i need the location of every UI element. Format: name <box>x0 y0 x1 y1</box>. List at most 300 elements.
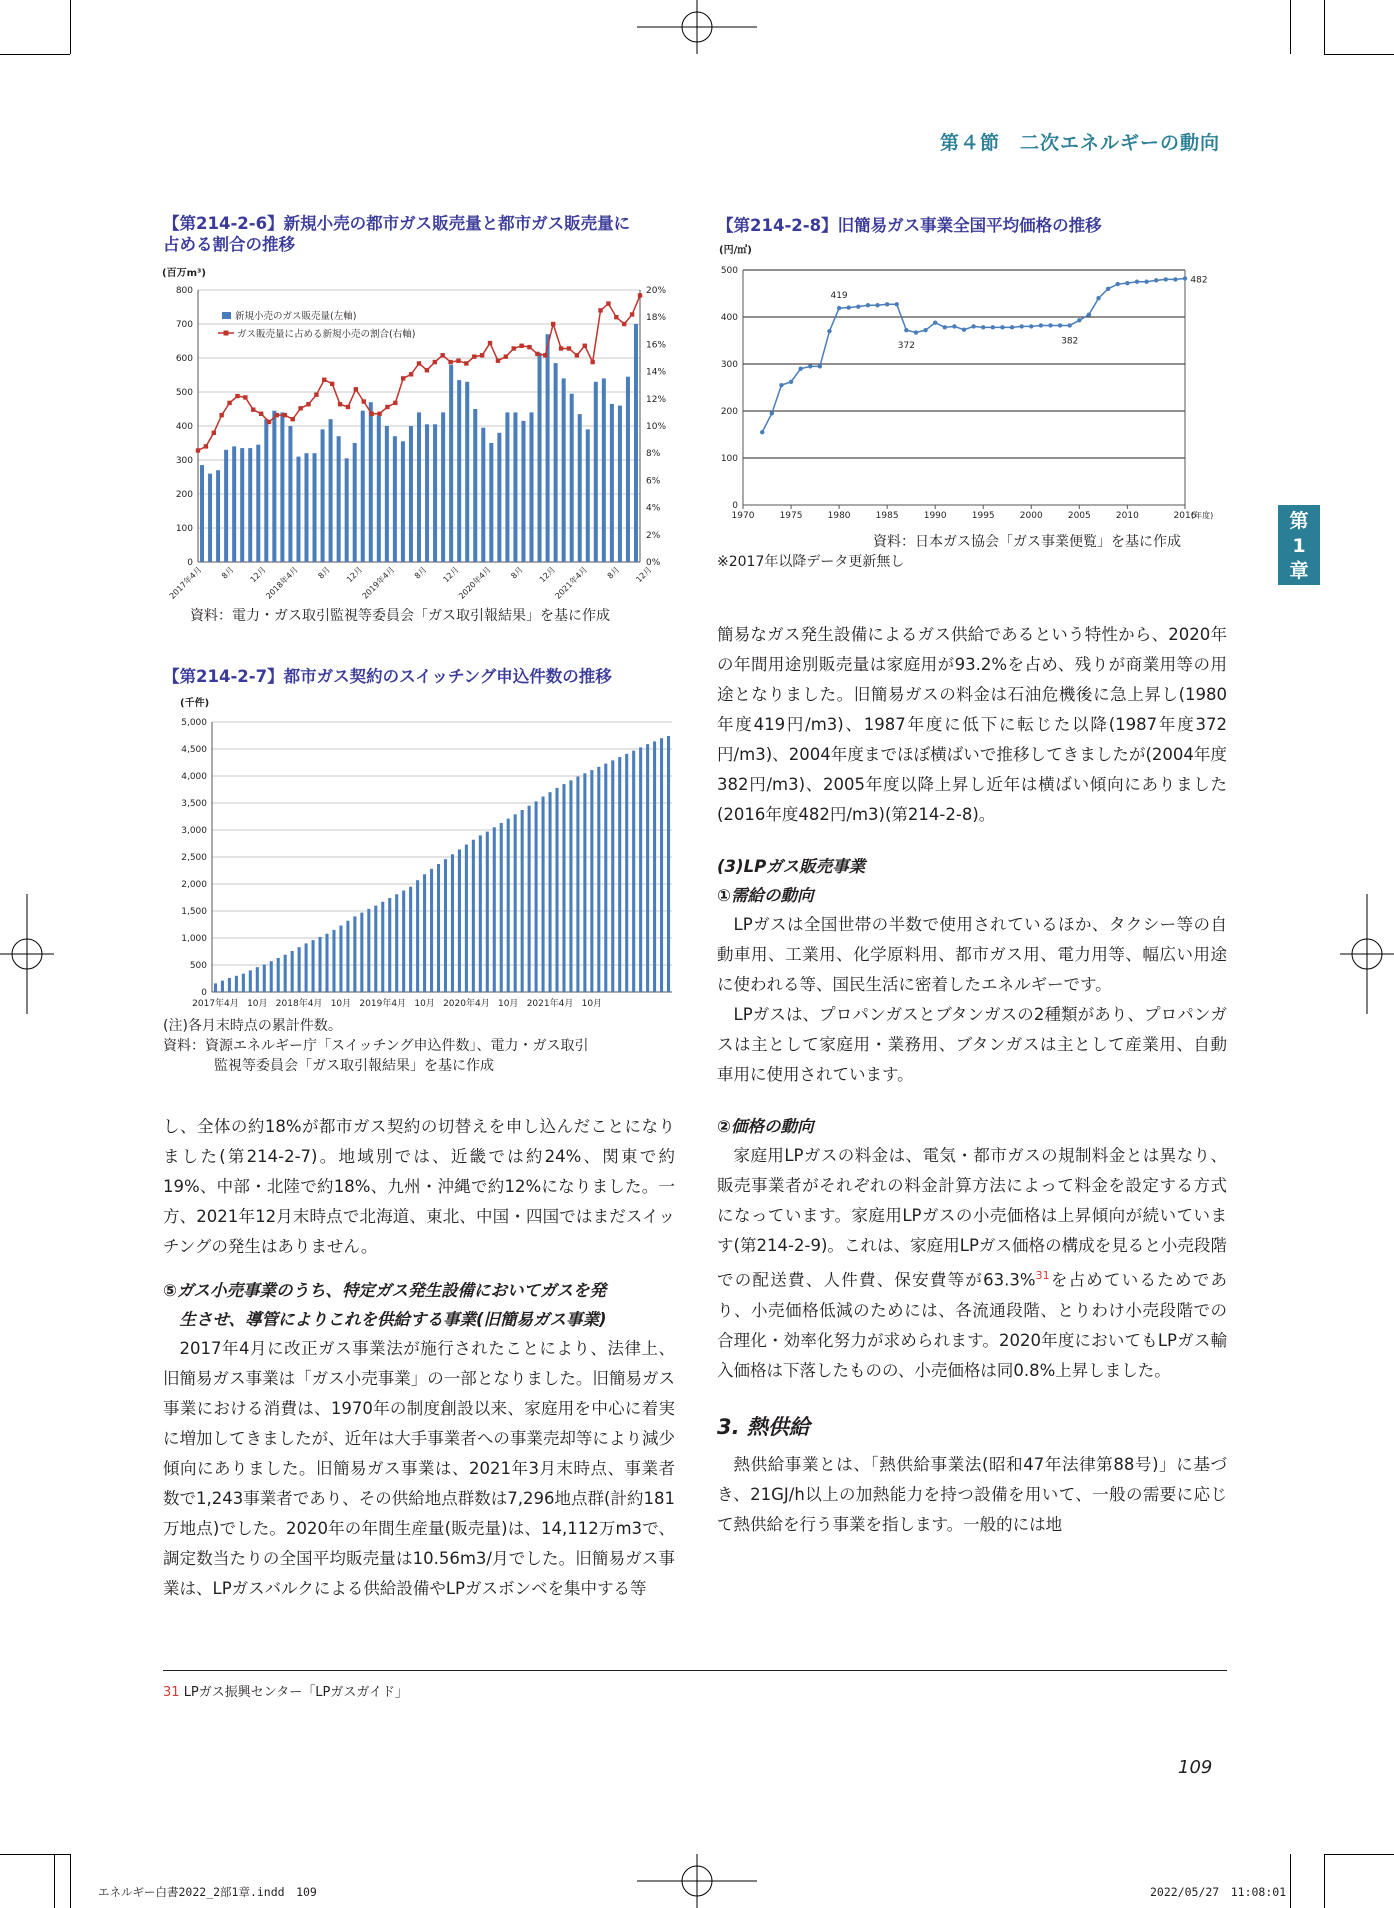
fig8-title: 【第214-2-8】旧簡易ガス事業全国平均価格の推移 <box>717 216 1102 235</box>
fig6-bar <box>554 363 558 562</box>
fig6-line-point <box>212 431 216 435</box>
fig6-bar <box>473 409 477 562</box>
fig6-line-point <box>488 341 492 345</box>
fig7-xtick: 2021年4月 <box>526 999 574 1009</box>
fig6-line-point <box>219 413 223 417</box>
fig6-line-point <box>614 315 618 319</box>
fig8-line-point <box>808 364 812 368</box>
fig6-y2tick: 10% <box>646 422 667 432</box>
fig6-line-point <box>377 412 381 416</box>
fig7-bar <box>263 964 266 992</box>
fig6-line-point <box>622 322 626 326</box>
fig7-bar <box>221 981 224 992</box>
fig8-line-point <box>885 302 889 306</box>
slug-date: 2022/05/27 11:08:01 <box>1150 1885 1287 1899</box>
fig8-line-point <box>827 329 831 333</box>
fig6-y2tick: 16% <box>646 340 667 351</box>
section-header: 第４節 二次エネルギーの動向 <box>940 132 1221 154</box>
fig7-bar <box>249 970 252 992</box>
fig6-bar <box>634 324 638 562</box>
footnote <box>163 1681 408 1700</box>
fig8-line-point <box>1154 278 1158 282</box>
fig6-line-point <box>425 368 429 372</box>
left-heading-line1: ⑤ガス小売事業のうち、特定ガス発生設備においてガスを発 <box>163 1281 606 1300</box>
fig7-bar <box>555 788 558 992</box>
fig8-line-point <box>1135 280 1139 284</box>
fig6-bar <box>578 414 582 562</box>
fig6-bar <box>200 465 204 562</box>
fig8-line-point <box>991 325 995 329</box>
fig6-line-point <box>259 412 263 416</box>
fig7-ytick: 0 <box>201 988 207 998</box>
fig7-bar <box>465 845 468 992</box>
fig6-bar <box>618 406 622 562</box>
chapter-tab-line1: 第 <box>1289 510 1309 532</box>
fig7-bar <box>318 937 321 992</box>
fig8-line-point <box>760 430 764 434</box>
fig7-bar <box>479 835 482 992</box>
fig7-ytick: 4,000 <box>181 772 207 782</box>
fig8-line-point <box>923 328 927 332</box>
fig6-y2tick: 0% <box>646 558 661 568</box>
fig6-line-point <box>369 412 373 416</box>
fig7-bar <box>339 926 342 992</box>
fig6-line-point <box>575 353 579 357</box>
fig6-line-point <box>401 376 405 380</box>
left-heading <box>163 1276 675 1334</box>
fig6-line-point <box>559 346 563 350</box>
fig7-bar <box>486 832 489 992</box>
fig6-bar <box>216 470 220 562</box>
fig6-line-point <box>551 322 555 326</box>
fig8-xtick: 2005 <box>1067 511 1091 521</box>
fig7-bar <box>381 902 384 992</box>
fig8-line-point <box>1039 323 1043 327</box>
fig7-bar <box>500 823 503 992</box>
fig8-line-point <box>1096 296 1100 300</box>
fig8-line-point <box>1183 276 1187 280</box>
fig7-bar <box>291 951 294 992</box>
fig6-bar <box>594 382 598 562</box>
fig7-ytick: 5,000 <box>181 718 207 728</box>
fig8-line-point <box>1106 287 1110 291</box>
fig7-xtick: 10月 <box>330 999 352 1009</box>
fig8-xtick: 1970 <box>731 511 755 521</box>
fig8-chart <box>715 240 1245 530</box>
fig8-line-point <box>962 327 966 331</box>
fig7-bar <box>325 934 328 992</box>
fig6-xtick: 12月 <box>344 565 365 585</box>
fig7-bar <box>653 741 656 992</box>
fig6-line-point <box>235 394 239 398</box>
fig7-bar <box>590 770 593 992</box>
fig8-line-point <box>1019 324 1023 328</box>
fig8-xlabel: (年度) <box>1191 511 1214 520</box>
fig8-line-point <box>779 383 783 387</box>
fig7-bar <box>409 887 412 992</box>
fig8-line-point <box>818 364 822 368</box>
fig6-line-point <box>243 395 247 399</box>
fig6-bar <box>280 412 284 562</box>
fig6-bar <box>385 426 389 562</box>
fig7-note: (注)各月末時点の累計件数。 <box>163 1018 342 1034</box>
fig6-line-point <box>527 345 531 349</box>
fig6-xtick: 12月 <box>537 565 558 585</box>
fig6-ytick: 400 <box>175 422 193 432</box>
fig8-line-point <box>1144 280 1148 284</box>
fig8-annotation: 419 <box>830 291 848 302</box>
fig6-bar <box>377 416 381 562</box>
fig6-bar <box>513 412 517 562</box>
fig7-xtick: 10月 <box>247 999 268 1009</box>
right-column <box>717 620 1227 1540</box>
fig6-bar <box>313 453 317 562</box>
fig6-xtick: 2017年4月 <box>167 565 204 601</box>
fig6-legend-bar-label: 新規小売のガス販売量(左軸) <box>235 311 357 322</box>
fig7-bar <box>660 738 663 992</box>
fig6-bar <box>321 429 325 562</box>
fig7-bar <box>542 797 545 992</box>
fig6-bar <box>562 378 566 562</box>
fig7-bar <box>535 801 538 992</box>
fig6-line-point <box>598 308 602 312</box>
fig6-bar <box>441 412 445 562</box>
fig7-bar <box>395 894 398 992</box>
fig7-bar <box>562 784 565 992</box>
fig7-ytick: 2,500 <box>181 853 207 863</box>
fig6-bar <box>401 441 405 562</box>
fig7-xtick: 10月 <box>497 999 519 1009</box>
fig6-line-point <box>346 405 350 409</box>
fig6-ytick: 100 <box>175 524 193 534</box>
fig6-ylabel: (百万m³) <box>162 268 206 279</box>
fig6-title-line1: 【第214-2-6】新規小売の都市ガス販売量と都市ガス販売量に <box>163 214 631 233</box>
footnote-rule <box>163 1670 1227 1671</box>
fig6-line-point <box>354 387 358 391</box>
right-para2: LPガスは全国世帯の半数で使用されているほか、タクシー等の自動車用、工業用、化学原料用、都市ガス用、電力用等、幅広い用途に使われる等、国民生活に密着したエネルギーです。 <box>717 915 1227 994</box>
fig6-bar <box>256 445 260 562</box>
fig7-ytick: 3,500 <box>181 799 207 809</box>
fig8-line-point <box>1067 323 1071 327</box>
fig7-bar <box>514 814 517 992</box>
fig6-bar <box>353 443 357 562</box>
fig6-bar <box>264 419 268 562</box>
fig6-line-point <box>267 420 271 424</box>
fig8-line-point <box>798 367 802 371</box>
fig8-xtick: 1980 <box>827 511 851 521</box>
fig7-bar <box>402 890 405 992</box>
fig6-y2tick: 20% <box>646 286 667 296</box>
fig7-bar <box>618 757 621 992</box>
fig6-y2tick: 14% <box>646 367 667 378</box>
fig6-bar <box>345 458 349 562</box>
fig8-ytick: 500 <box>720 266 738 276</box>
right-para5: 熱供給事業とは、「熱供給事業法(昭和47年法律第88号)」に基づき、21GJ/h以上の加熱能力を持つ設備を用いて、一般の需要に応じて熱供給を行う事業を指します。一般的には地 <box>717 1454 1227 1534</box>
fig6-line-point <box>433 360 437 364</box>
fig7-source-line2: 監視等委員会「ガス取引報結果」を基に作成 <box>214 1058 494 1074</box>
fig8-line-point <box>856 304 860 308</box>
fig7-bar <box>632 751 635 992</box>
fig6-y2tick: 8% <box>646 449 661 460</box>
fig7-bar <box>646 744 649 992</box>
fig6-bar <box>481 428 485 562</box>
fig6-line-point <box>464 361 468 365</box>
fig7-xtick: 2018年4月 <box>275 999 323 1009</box>
page-number: 109 <box>1178 1757 1213 1778</box>
fig6-y2tick: 4% <box>646 503 661 514</box>
fig7-bar <box>521 810 524 992</box>
fig7-bar <box>388 898 391 992</box>
fig6-line-point <box>440 353 444 357</box>
fig7-bar <box>611 760 614 992</box>
fig6-bar <box>208 474 212 562</box>
fig8-line-point <box>1087 312 1091 316</box>
fig8-annotation: 382 <box>1061 336 1079 347</box>
fig7-bar <box>353 916 356 992</box>
fig8-line-point <box>914 330 918 334</box>
fig6-bar <box>240 448 244 562</box>
fig6-line-point <box>322 378 326 382</box>
fig7-bar <box>298 947 301 992</box>
fig6-line-point <box>567 346 571 350</box>
fig7-bar <box>576 777 579 992</box>
fig7-title: 【第214-2-7】都市ガス契約のスイッチング申込件数の推移 <box>163 667 612 686</box>
left-column <box>163 1112 675 1604</box>
fig6-line-point <box>456 359 460 363</box>
fig8-line-point <box>952 324 956 328</box>
fig7-source-line1: 資料：資源エネルギー庁「スイッチング申込件数」、電力・ガス取引 <box>163 1038 589 1054</box>
fig6-bar <box>489 443 493 562</box>
fig6-ytick: 500 <box>175 388 193 398</box>
fig6-xtick: 12月 <box>634 565 654 585</box>
fig6-line-point <box>362 399 366 403</box>
fig7-bar <box>242 974 245 992</box>
fig7-ytick: 500 <box>189 961 207 971</box>
fig8-line-point <box>895 302 899 306</box>
fig6-line-point <box>590 360 594 364</box>
fig6-chart <box>160 262 680 602</box>
fig6-bar <box>361 411 365 562</box>
fig7-bar <box>305 943 308 992</box>
fig6-line-point <box>338 402 342 406</box>
fig8-line-point <box>1010 325 1014 329</box>
fig8-line-point <box>846 305 850 309</box>
fig6-bar <box>546 334 550 562</box>
right-para4b: を占めているためであり、小売価格低減のためには、各流通段階、とりわけ小売段階での合理化・効率化努力が求められます。2020年度においてもLPガス輸入価格は下落したものの、小売価格は同0.8%上昇しました。 <box>717 1270 1228 1380</box>
fig7-bar <box>270 961 273 992</box>
fig7-xtick: 2020年4月 <box>443 999 490 1009</box>
lp-heading: (3)LPガス販売事業 <box>717 857 866 876</box>
fig6-line-point <box>298 406 302 410</box>
fig6-xtick: 12月 <box>248 565 268 585</box>
fig8-line-point <box>1058 323 1062 327</box>
fig7-bar <box>444 859 447 992</box>
fig6-bar <box>626 377 630 562</box>
right-para4a: 家庭用LPガスの料金は、電気・都市ガスの規制料金とは異なり、販売事業者がそれぞれの料金計算方法によって料金を設定する方式になっています。家庭用LPガスの小売価格は上昇傾向が続いています(第214-2-9)。これは、家庭用LPガス価格の構成を見ると小売段階での配送費、人件費、保安費等が63.3% <box>717 1146 1227 1290</box>
fig6-xtick: 2019年4月 <box>360 565 397 601</box>
fig6-bar <box>304 453 308 562</box>
fig8-xtick: 2000 <box>1019 511 1043 521</box>
fig7-ytick: 3,000 <box>181 826 207 836</box>
fig8-line-point <box>866 303 870 307</box>
fig7-ytick: 1,500 <box>181 907 207 917</box>
fig6-xtick: 8月 <box>509 565 525 581</box>
fig8-source: 資料：日本ガス協会「ガス事業便覧」を基に作成 <box>873 534 1181 550</box>
fig6-bar <box>288 426 292 562</box>
fig8-line-point <box>1048 323 1052 327</box>
fig8-xtick: 2010 <box>1115 511 1139 521</box>
fig6-ytick: 700 <box>175 320 193 330</box>
fig8-ytick: 400 <box>720 313 738 323</box>
fig7-bar <box>284 955 287 992</box>
fig7-bar <box>332 930 335 992</box>
fig6-bar <box>497 433 501 562</box>
fig7-ytick: 2,000 <box>181 880 207 890</box>
fig7-bar <box>235 976 238 992</box>
fig6-bar <box>570 394 574 562</box>
fig6-bar <box>602 378 606 562</box>
fig8-line-point <box>837 306 841 310</box>
fig6-bar <box>425 424 429 562</box>
fig7-bar <box>416 880 419 992</box>
fig6-line-point <box>393 401 397 405</box>
fig7-bar <box>430 869 433 992</box>
fig7-chart <box>160 692 680 1014</box>
left-para2: 2017年4月に改正ガス事業法が施行されたことにより、法律上、旧簡易ガス事業は「ガス小売事業」の一部となりました。旧簡易ガス事業における消費は、1970年の制度創設以来、家庭用を中心に着実に増加してきましたが、近年は大手事業者への事業売却等により減少傾向にありました。旧簡易ガス事業は、2021年3月末時点、事業者数で1,243事業者であり、その供給地点群数は7,296地点群(計約181万地点)でした。2020年の年間生産量(販売量)は、14,112万m3で、調定数当たりの全国平均販売量は10.56m3/月でした。旧簡易ガス事業は、LPガスバルクによる供給設備やLPガスボンベを集中する等 <box>163 1339 675 1598</box>
fig7-bar <box>667 736 670 992</box>
fig6-bar <box>296 457 300 562</box>
fig6-line-point <box>543 353 547 357</box>
fig7-bar <box>569 780 572 992</box>
fig6-bar <box>433 424 437 562</box>
fig6-xtick: 2021年4月 <box>553 565 590 601</box>
fig6-line-point <box>275 413 279 417</box>
fig8-note: ※2017年以降データ更新無し <box>717 554 905 570</box>
fig8-line-point <box>1125 281 1129 285</box>
fig7-bar <box>639 747 642 992</box>
fig6-bar <box>329 419 333 562</box>
fig8-line-point <box>1029 324 1033 328</box>
fig6-ytick: 200 <box>175 490 193 500</box>
fig7-xtick: 10月 <box>414 999 435 1009</box>
fig6-line-point <box>519 344 523 348</box>
fig6-line-point <box>512 346 516 350</box>
fig8-ytick: 0 <box>732 501 738 511</box>
fig7-bar <box>458 849 461 992</box>
fig6-line-point <box>196 448 200 452</box>
fig8-xtick: 1990 <box>923 511 947 521</box>
fig6-line-point <box>504 354 508 358</box>
fig8-ylabel: (円/㎥) <box>719 245 752 256</box>
fig6-line-point <box>606 301 610 305</box>
fig7-bar <box>277 958 280 992</box>
fig6-line-point <box>227 401 231 405</box>
fig6-line-point <box>385 405 389 409</box>
fig7-bar <box>548 792 551 992</box>
fig7-bar <box>583 773 586 992</box>
fig7-xtick: 2019年4月 <box>359 999 407 1009</box>
fig8-annotation: 372 <box>897 341 915 352</box>
fig6-bar <box>248 448 252 562</box>
fig6-xtick: 8月 <box>219 565 236 581</box>
fig7-bar <box>528 806 531 992</box>
fig6-y2tick: 12% <box>646 394 667 405</box>
fig6-line-point <box>496 359 500 363</box>
fig7-bar <box>256 967 259 992</box>
fig8-xtick: 1985 <box>875 511 899 521</box>
fig6-source: 資料：電力・ガス取引監視等委員会「ガス取引報結果」を基に作成 <box>190 608 610 624</box>
fig7-bar <box>367 909 370 992</box>
footnote-ref: 31 <box>1035 1269 1050 1282</box>
lp-sub2: ②価格の動向 <box>717 1117 814 1136</box>
fig6-legend-line-marker <box>224 331 229 336</box>
fig7-bar <box>346 921 349 992</box>
fig6-bar <box>232 446 236 562</box>
fig6-title-line2: 占める割合の推移 <box>163 235 295 254</box>
chapter-tab <box>1278 505 1320 585</box>
fig8-ytick: 100 <box>720 454 738 464</box>
fig6-xtick: 2018年4月 <box>264 565 300 601</box>
fig7-bar <box>214 983 217 992</box>
right-para3: LPガスは、プロパンガスとブタンガスの2種類があり、プロパンガスは主として家庭用・業務用、ブタンガスは主として産業用、自動車用に使用されています。 <box>717 1005 1227 1084</box>
heat-supply-heading: 3. 熱供給 <box>717 1414 810 1439</box>
fig6-y2tick: 2% <box>646 530 661 541</box>
fig8-line-point <box>1077 318 1081 322</box>
fig6-bar <box>449 365 453 562</box>
fig8-xtick: 1995 <box>971 511 995 521</box>
fig8-line-point <box>943 325 947 329</box>
fig7-ytick: 1,000 <box>181 934 207 944</box>
fig6-line-point <box>204 444 208 448</box>
footnote-text: LPガス振興センター「LPガスガイド」 <box>183 1685 408 1700</box>
fig7-bar <box>625 754 628 992</box>
fig6-bar <box>610 404 614 562</box>
fig6-bar <box>224 450 228 562</box>
fig7-xtick: 2017年4月 <box>192 999 239 1009</box>
fig6-ytick: 300 <box>175 456 193 466</box>
fig7-bar <box>423 874 426 992</box>
fig6-line-point <box>417 361 421 365</box>
fig6-legend-bar-swatch <box>222 312 231 319</box>
fig6-line-point <box>409 372 413 376</box>
fig7-bar <box>451 854 454 992</box>
left-heading-line2: 生させ、導管によりこれを供給する事業(旧簡易ガス事業) <box>179 1310 607 1329</box>
fig7-bar <box>493 827 496 992</box>
fig6-bar <box>586 429 590 562</box>
fig7-bar <box>597 767 600 992</box>
fig6-bar <box>465 382 469 562</box>
fig7-bar <box>472 840 475 992</box>
fig7-bar <box>360 913 363 992</box>
fig6-xtick: 12月 <box>441 565 461 585</box>
fig7-bar <box>507 819 510 992</box>
chapter-tab-line3: 章 <box>1289 560 1309 582</box>
fig8-xtick: 1975 <box>779 511 803 521</box>
fig7-ylabel: (千件) <box>180 698 210 709</box>
fig8-annotation: 482 <box>1190 275 1208 286</box>
fig6-bar <box>409 426 413 562</box>
fig6-title <box>163 213 683 255</box>
fig6-xtick: 8月 <box>605 565 622 581</box>
footnote-number: 31 <box>163 1685 180 1700</box>
fig6-y2tick: 18% <box>646 313 667 324</box>
fig6-line-point <box>306 402 310 406</box>
fig6-ytick: 800 <box>175 286 193 296</box>
fig6-ytick: 600 <box>175 354 193 364</box>
left-para1: し、全体の約18%が都市ガス契約の切替えを申し込んだことになりました(第214-2-7)。地域別では、近畿では約24%、関東で約19%、中部・北陸で約18%、九州・沖縄で約12%になりました。一方、2021年12月末時点で北海道、東北、中国・四国ではまだスイッチングの発生はありません。 <box>163 1117 675 1256</box>
fig6-line-point <box>251 407 255 411</box>
fig8-line-point <box>933 320 937 324</box>
